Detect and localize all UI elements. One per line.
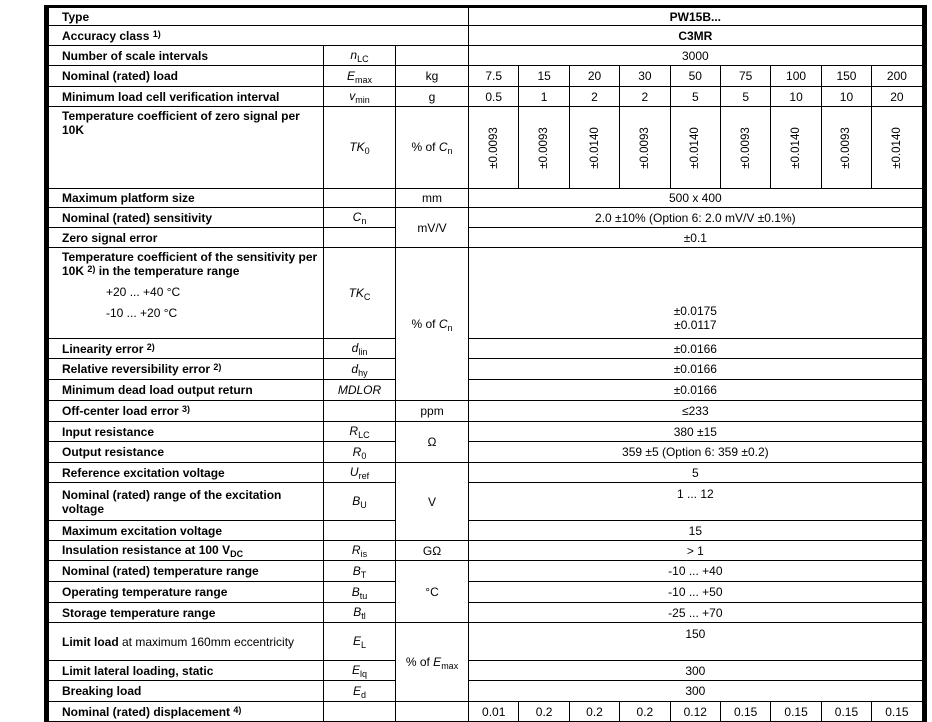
row-nominal-load <box>49 66 923 87</box>
nominal-displacement-value-5: 0.15 <box>720 702 770 722</box>
tk0-unit: % of $C_n$ <box>396 107 469 189</box>
sensitivity-symbol: $C_n$ <box>324 208 396 228</box>
row-excitation-voltage-range <box>49 483 923 521</box>
nominal-load-symbol: $E_{max}$ <box>324 66 396 87</box>
input-resistance-value: 380 ±15 <box>469 422 923 442</box>
scale-intervals-unit <box>396 46 469 66</box>
operating-temperature-range-value: -10 ... +50 <box>469 582 923 603</box>
tk0-value-7: ±0.0093 <box>821 107 871 189</box>
row-tkc <box>49 248 923 339</box>
reference-excitation-voltage-unit: V <box>396 463 469 541</box>
scale-intervals-value: 3000 <box>469 46 923 66</box>
min-verification-interval-value-8: 20 <box>872 87 923 107</box>
nominal-load-value-0: 7.5 <box>469 66 519 87</box>
nominal-load-value-6: 100 <box>771 66 821 87</box>
nominal-load-value-4: 50 <box>670 66 720 87</box>
row-type <box>49 8 923 26</box>
spec-table-body <box>49 8 923 722</box>
min-verification-interval-value-3: 2 <box>620 87 670 107</box>
limit-lateral-loading-value: 300 <box>469 661 923 681</box>
tkc-label: Temperature coefficient of the sensitivity per 10K $^{2)}$ in the temperature range +20 ... +40 °C -10 ... +20 °C <box>49 248 324 339</box>
off-center-load-error-unit: ppm <box>396 401 469 422</box>
min-verification-interval-label: Minimum load cell verification interval <box>49 87 324 107</box>
accuracy-class-label: Accuracy class $^{1)}$ <box>49 26 469 46</box>
linearity-error-symbol: $d_{lin}$ <box>324 339 396 359</box>
input-resistance-label: Input resistance <box>49 422 324 442</box>
input-resistance-unit: Ω <box>396 422 469 463</box>
tk0-value-2: ±0.0140 <box>569 107 619 189</box>
nominal-displacement-unit <box>396 702 469 722</box>
tkc-unit: % of $C_n$ <box>396 248 469 401</box>
mdlor-value: ±0.0166 <box>469 380 923 401</box>
nominal-displacement-value-1: 0.2 <box>519 702 569 722</box>
row-reversibility-error <box>49 359 923 380</box>
nominal-load-value-5: 75 <box>720 66 770 87</box>
nominal-displacement-symbol <box>324 702 396 722</box>
tk0-value-5: ±0.0093 <box>720 107 770 189</box>
min-verification-interval-value-2: 2 <box>569 87 619 107</box>
limit-load-label: Limit load at maximum 160mm eccentricity <box>49 623 324 661</box>
nominal-displacement-value-3: 0.2 <box>620 702 670 722</box>
operating-temperature-range-symbol: $B_{tu}$ <box>324 582 396 603</box>
nominal-load-value-8: 200 <box>872 66 923 87</box>
mdlor-symbol: MDLOR <box>324 380 396 401</box>
nominal-load-unit: kg <box>396 66 469 87</box>
scale-intervals-label: Number of scale intervals <box>49 46 324 66</box>
nominal-displacement-value-0: 0.01 <box>469 702 519 722</box>
mdlor-label: Minimum dead load output return <box>49 380 324 401</box>
row-tk0 <box>49 107 923 189</box>
zero-signal-error-value: ±0.1 <box>469 228 923 248</box>
row-max-excitation-voltage <box>49 521 923 541</box>
row-nominal-displacement <box>49 702 923 722</box>
nominal-displacement-value-7: 0.15 <box>821 702 871 722</box>
output-resistance-symbol: $R_0$ <box>324 442 396 463</box>
min-verification-interval-value-5: 5 <box>720 87 770 107</box>
nominal-displacement-value-6: 0.15 <box>771 702 821 722</box>
accuracy-class-value: C3MR <box>469 26 923 46</box>
excitation-voltage-range-label: Nominal (rated) range of the excitation voltage <box>49 483 324 521</box>
platform-size-value: 500 x 400 <box>469 189 923 208</box>
row-breaking-load <box>49 681 923 702</box>
sensitivity-unit: mV/V <box>396 208 469 248</box>
row-operating-temperature-range <box>49 582 923 603</box>
limit-load-value: 150 <box>469 623 923 661</box>
platform-size-label: Maximum platform size <box>49 189 324 208</box>
off-center-load-error-symbol <box>324 401 396 422</box>
reference-excitation-voltage-value: 5 <box>469 463 923 483</box>
row-input-resistance <box>49 422 923 442</box>
type-value: PW15B... <box>469 8 923 26</box>
row-insulation-resistance <box>49 541 923 561</box>
input-resistance-symbol: $R_{LC}$ <box>324 422 396 442</box>
row-sensitivity <box>49 208 923 228</box>
row-scale-intervals <box>49 46 923 66</box>
row-limit-lateral-loading <box>49 661 923 681</box>
excitation-voltage-range-value: 1 ... 12 <box>469 483 923 521</box>
tk0-value-3: ±0.0093 <box>620 107 670 189</box>
spec-table-frame <box>44 5 927 722</box>
linearity-error-value: ±0.0166 <box>469 339 923 359</box>
limit-lateral-loading-symbol: $E_{lq}$ <box>324 661 396 681</box>
tk0-value-4: ±0.0140 <box>670 107 720 189</box>
insulation-resistance-unit: GΩ <box>396 541 469 561</box>
reversibility-error-value: ±0.0166 <box>469 359 923 380</box>
reversibility-error-label: Relative reversibility error $^{2)}$ <box>49 359 324 380</box>
nominal-load-label: Nominal (rated) load <box>49 66 324 87</box>
nominal-load-value-1: 15 <box>519 66 569 87</box>
row-off-center-load-error <box>49 401 923 422</box>
nominal-temperature-range-label: Nominal (rated) temperature range <box>49 561 324 582</box>
limit-load-symbol: $E_L$ <box>324 623 396 661</box>
tkc-symbol: $TK_C$ <box>324 248 396 339</box>
excitation-voltage-range-symbol: $B_U$ <box>324 483 396 521</box>
zero-signal-error-symbol <box>324 228 396 248</box>
off-center-load-error-value: ≤233 <box>469 401 923 422</box>
reversibility-error-symbol: $d_{hy}$ <box>324 359 396 380</box>
insulation-resistance-value: > 1 <box>469 541 923 561</box>
nominal-displacement-value-2: 0.2 <box>569 702 619 722</box>
off-center-load-error-label: Off-center load error $^{3)}$ <box>49 401 324 422</box>
sensitivity-label: Nominal (rated) sensitivity <box>49 208 324 228</box>
row-min-verification-interval <box>49 87 923 107</box>
row-mdlor <box>49 380 923 401</box>
platform-size-unit: mm <box>396 189 469 208</box>
breaking-load-symbol: $E_d$ <box>324 681 396 702</box>
min-verification-interval-value-1: 1 <box>519 87 569 107</box>
limit-lateral-loading-label: Limit lateral loading, static <box>49 661 324 681</box>
tk0-value-1: ±0.0093 <box>519 107 569 189</box>
nominal-load-value-3: 30 <box>620 66 670 87</box>
min-verification-interval-unit: g <box>396 87 469 107</box>
tkc-value: ±0.0175 ±0.0117 <box>469 248 923 339</box>
row-accuracy-class <box>49 26 923 46</box>
breaking-load-value: 300 <box>469 681 923 702</box>
platform-size-symbol <box>324 189 396 208</box>
nominal-temperature-range-symbol: $B_T$ <box>324 561 396 582</box>
nominal-displacement-label: Nominal (rated) displacement $^{4)}$ <box>49 702 324 722</box>
row-linearity-error <box>49 339 923 359</box>
max-excitation-voltage-label: Maximum excitation voltage <box>49 521 324 541</box>
insulation-resistance-symbol: $R_{is}$ <box>324 541 396 561</box>
nominal-load-value-2: 20 <box>569 66 619 87</box>
tk0-symbol: $TK_0$ <box>324 107 396 189</box>
storage-temperature-range-value: -25 ... +70 <box>469 603 923 623</box>
tk0-value-8: ±0.0140 <box>872 107 923 189</box>
nominal-temperature-range-value: -10 ... +40 <box>469 561 923 582</box>
nominal-displacement-value-4: 0.12 <box>670 702 720 722</box>
min-verification-interval-symbol: $v_{min}$ <box>324 87 396 107</box>
operating-temperature-range-label: Operating temperature range <box>49 582 324 603</box>
min-verification-interval-value-7: 10 <box>821 87 871 107</box>
min-verification-interval-value-6: 10 <box>771 87 821 107</box>
min-verification-interval-value-0: 0.5 <box>469 87 519 107</box>
type-label: Type <box>49 8 469 26</box>
sensitivity-value: 2.0 ±10% (Option 6: 2.0 mV/V ±0.1%) <box>469 208 923 228</box>
row-storage-temperature-range <box>49 603 923 623</box>
max-excitation-voltage-symbol <box>324 521 396 541</box>
row-reference-excitation-voltage <box>49 463 923 483</box>
row-nominal-temperature-range <box>49 561 923 582</box>
storage-temperature-range-label: Storage temperature range <box>49 603 324 623</box>
limit-load-unit: % of $E_{max}$ <box>396 623 469 702</box>
row-zero-signal-error <box>49 228 923 248</box>
reference-excitation-voltage-label: Reference excitation voltage <box>49 463 324 483</box>
tk0-label: Temperature coefficient of zero signal per 10K <box>49 107 324 189</box>
storage-temperature-range-symbol: $B_{tl}$ <box>324 603 396 623</box>
output-resistance-label: Output resistance <box>49 442 324 463</box>
min-verification-interval-value-4: 5 <box>670 87 720 107</box>
zero-signal-error-label: Zero signal error <box>49 228 324 248</box>
scale-intervals-symbol: $n_{LC}$ <box>324 46 396 66</box>
output-resistance-value: 359 ±5 (Option 6: 359 ±0.2) <box>469 442 923 463</box>
nominal-temperature-range-unit: °C <box>396 561 469 623</box>
linearity-error-label: Linearity error $^{2)}$ <box>49 339 324 359</box>
spec-table <box>48 7 923 722</box>
row-platform-size <box>49 189 923 208</box>
nominal-load-value-7: 150 <box>821 66 871 87</box>
breaking-load-label: Breaking load <box>49 681 324 702</box>
tk0-value-0: ±0.0093 <box>469 107 519 189</box>
nominal-displacement-value-8: 0.15 <box>872 702 923 722</box>
row-output-resistance <box>49 442 923 463</box>
row-limit-load <box>49 623 923 661</box>
reference-excitation-voltage-symbol: $U_{ref}$ <box>324 463 396 483</box>
max-excitation-voltage-value: 15 <box>469 521 923 541</box>
tk0-value-6: ±0.0140 <box>771 107 821 189</box>
insulation-resistance-label: Insulation resistance at 100 $V_{DC}$ <box>49 541 324 561</box>
